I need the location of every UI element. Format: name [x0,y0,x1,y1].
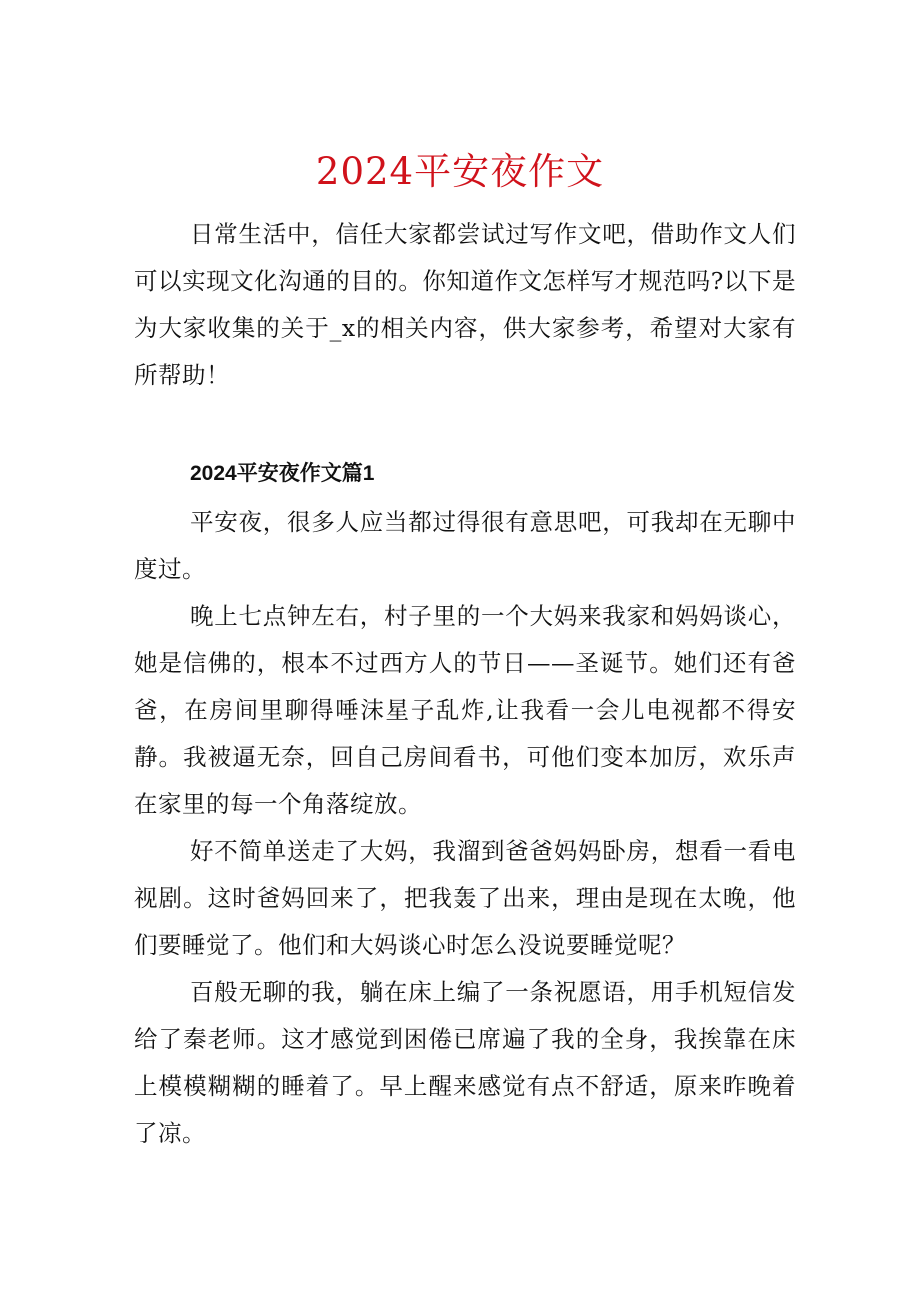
intro-block [134,211,796,399]
article-paragraph-4: 百般无聊的我，躺在床上编了一条祝愿语，用手机短信发给了秦老师。这才感觉到困倦已席遍了我的全身，我挨靠在床上模模糊糊的睡着了。早上醒来感觉有点不舒适，原来昨晚着了凉。 [134,978,796,1147]
article-body [134,499,796,1157]
section-heading: 2024平安夜作文篇1 [190,462,375,485]
document-title: 2024平安夜作文 [315,150,605,193]
article-paragraph-2: 晚上七点钟左右，村子里的一个大妈来我家和妈妈谈心，她是信佛的，根本不过西方人的节日——圣诞节。她们还有爸爸，在房间里聊得唾沫星子乱炸,让我看一会儿电视都不得安静。我被逼无奈，回自己房间看书，可他们变本加厉，欢乐声在家里的每一个角落绽放。 [134,602,796,818]
intro-paragraph: 日常生活中，信任大家都尝试过写作文吧，借助作文人们可以实现文化沟通的目的。你知道作文怎样写才规范吗?以下是为大家收集的关于_x的相关内容，供大家参考，希望对大家有所帮助！ [134,220,796,389]
article-paragraph-1: 平安夜，很多人应当都过得很有意思吧，可我却在无聊中度过。 [134,508,796,583]
article-paragraph-3: 好不简单送走了大妈，我溜到爸爸妈妈卧房，想看一看电视剧。这时爸妈回来了，把我轰了出来，理由是现在太晚，他们要睡觉了。他们和大妈谈心时怎么没说要睡觉呢？ [134,837,796,959]
